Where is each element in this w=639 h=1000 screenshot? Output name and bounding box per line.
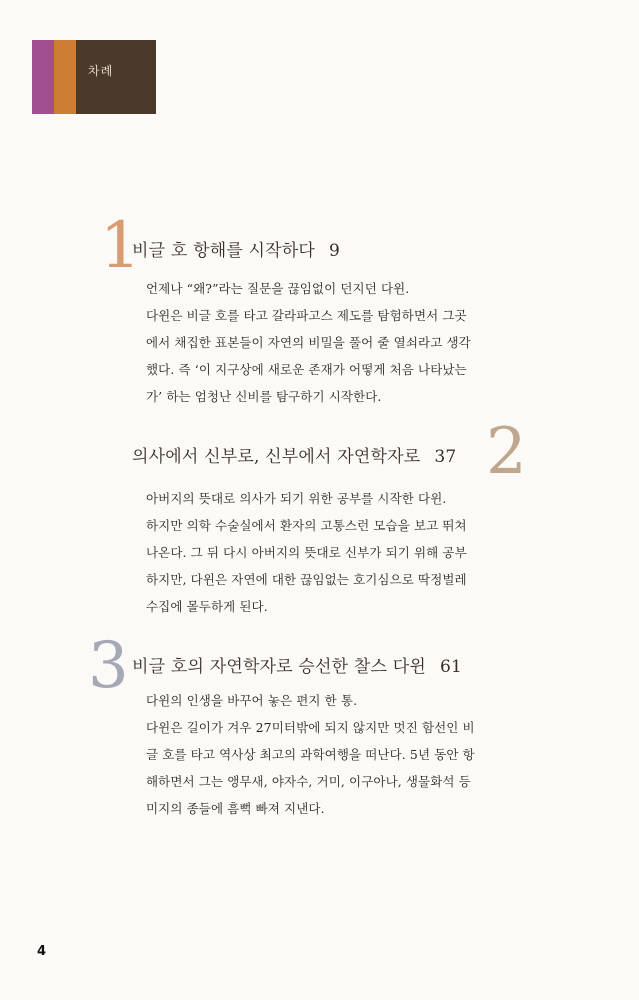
- chapter-number: 3: [88, 629, 129, 703]
- summary-body: 다윈은 길이가 겨우 27미터밖에 되지 않지만 멋진 함선인 비글 호를 타고 역사상 최고의 과학여행을 떠난다. 5년 동안 항해하면서 그는 앵무새, 야자수, 거미, 이구아나, 생물화석 등 미지의 종들에 흠뻑 빠져 지낸다.: [146, 720, 475, 816]
- header-stripe-magenta: [32, 40, 54, 114]
- summary-body: 하지만 의학 수술실에서 환자의 고통스런 모습을 보고 뛰쳐나온다. 그 뒤 다시 아버지의 뜻대로 신부가 되기 위해 공부하지만, 다윈은 자연에 대한 끊임없는 호기심으로 딱정벌레 수집에 몰두하게 된다.: [146, 518, 467, 614]
- chapter-summary: [146, 275, 476, 410]
- header-label: 차례: [88, 64, 114, 78]
- chapter-title[interactable]: [132, 652, 462, 677]
- summary-body: 다윈은 비글 호를 타고 갈라파고스 제도를 탐험하면서 그곳에서 채집한 표본들이 자연의 비밀을 풀어 줄 열쇠라고 생각했다. 즉 ‘이 지구상에 새로운 존재가 어떻게 처음 나타났는가’ 하는 엄청난 신비를 탐구하기 시작한다.: [146, 308, 471, 404]
- header-stripe-orange: [54, 40, 76, 114]
- chapter-number: 2: [486, 415, 527, 489]
- header-bar: [32, 40, 156, 114]
- chapter-title[interactable]: [132, 442, 456, 467]
- chapter-summary: [146, 687, 476, 822]
- chapter-page-number: 37: [434, 447, 457, 467]
- chapter-number: 1: [100, 209, 141, 283]
- header-label-box: [76, 40, 156, 114]
- chapter-title-text: 의사에서 신부로, 신부에서 자연학자로: [132, 447, 421, 467]
- chapter-page-number: 61: [439, 657, 463, 677]
- chapter-title[interactable]: [132, 236, 340, 261]
- chapter-title-text: 비글 호의 자연학자로 승선한 찰스 다윈: [132, 657, 426, 677]
- chapter-page-number: 9: [329, 241, 341, 261]
- page-number: 4: [37, 944, 47, 959]
- chapter-title-text: 비글 호 항해를 시작하다: [132, 241, 316, 261]
- summary-lead: 언제나 “왜?”라는 질문을 끊임없이 던지던 다윈.: [146, 281, 410, 296]
- summary-lead: 다윈의 인생을 바꾸어 놓은 편지 한 통.: [146, 693, 358, 708]
- chapter-summary: [146, 485, 476, 620]
- summary-lead: 아버지의 뜻대로 의사가 되기 위한 공부를 시작한 다윈.: [146, 491, 447, 506]
